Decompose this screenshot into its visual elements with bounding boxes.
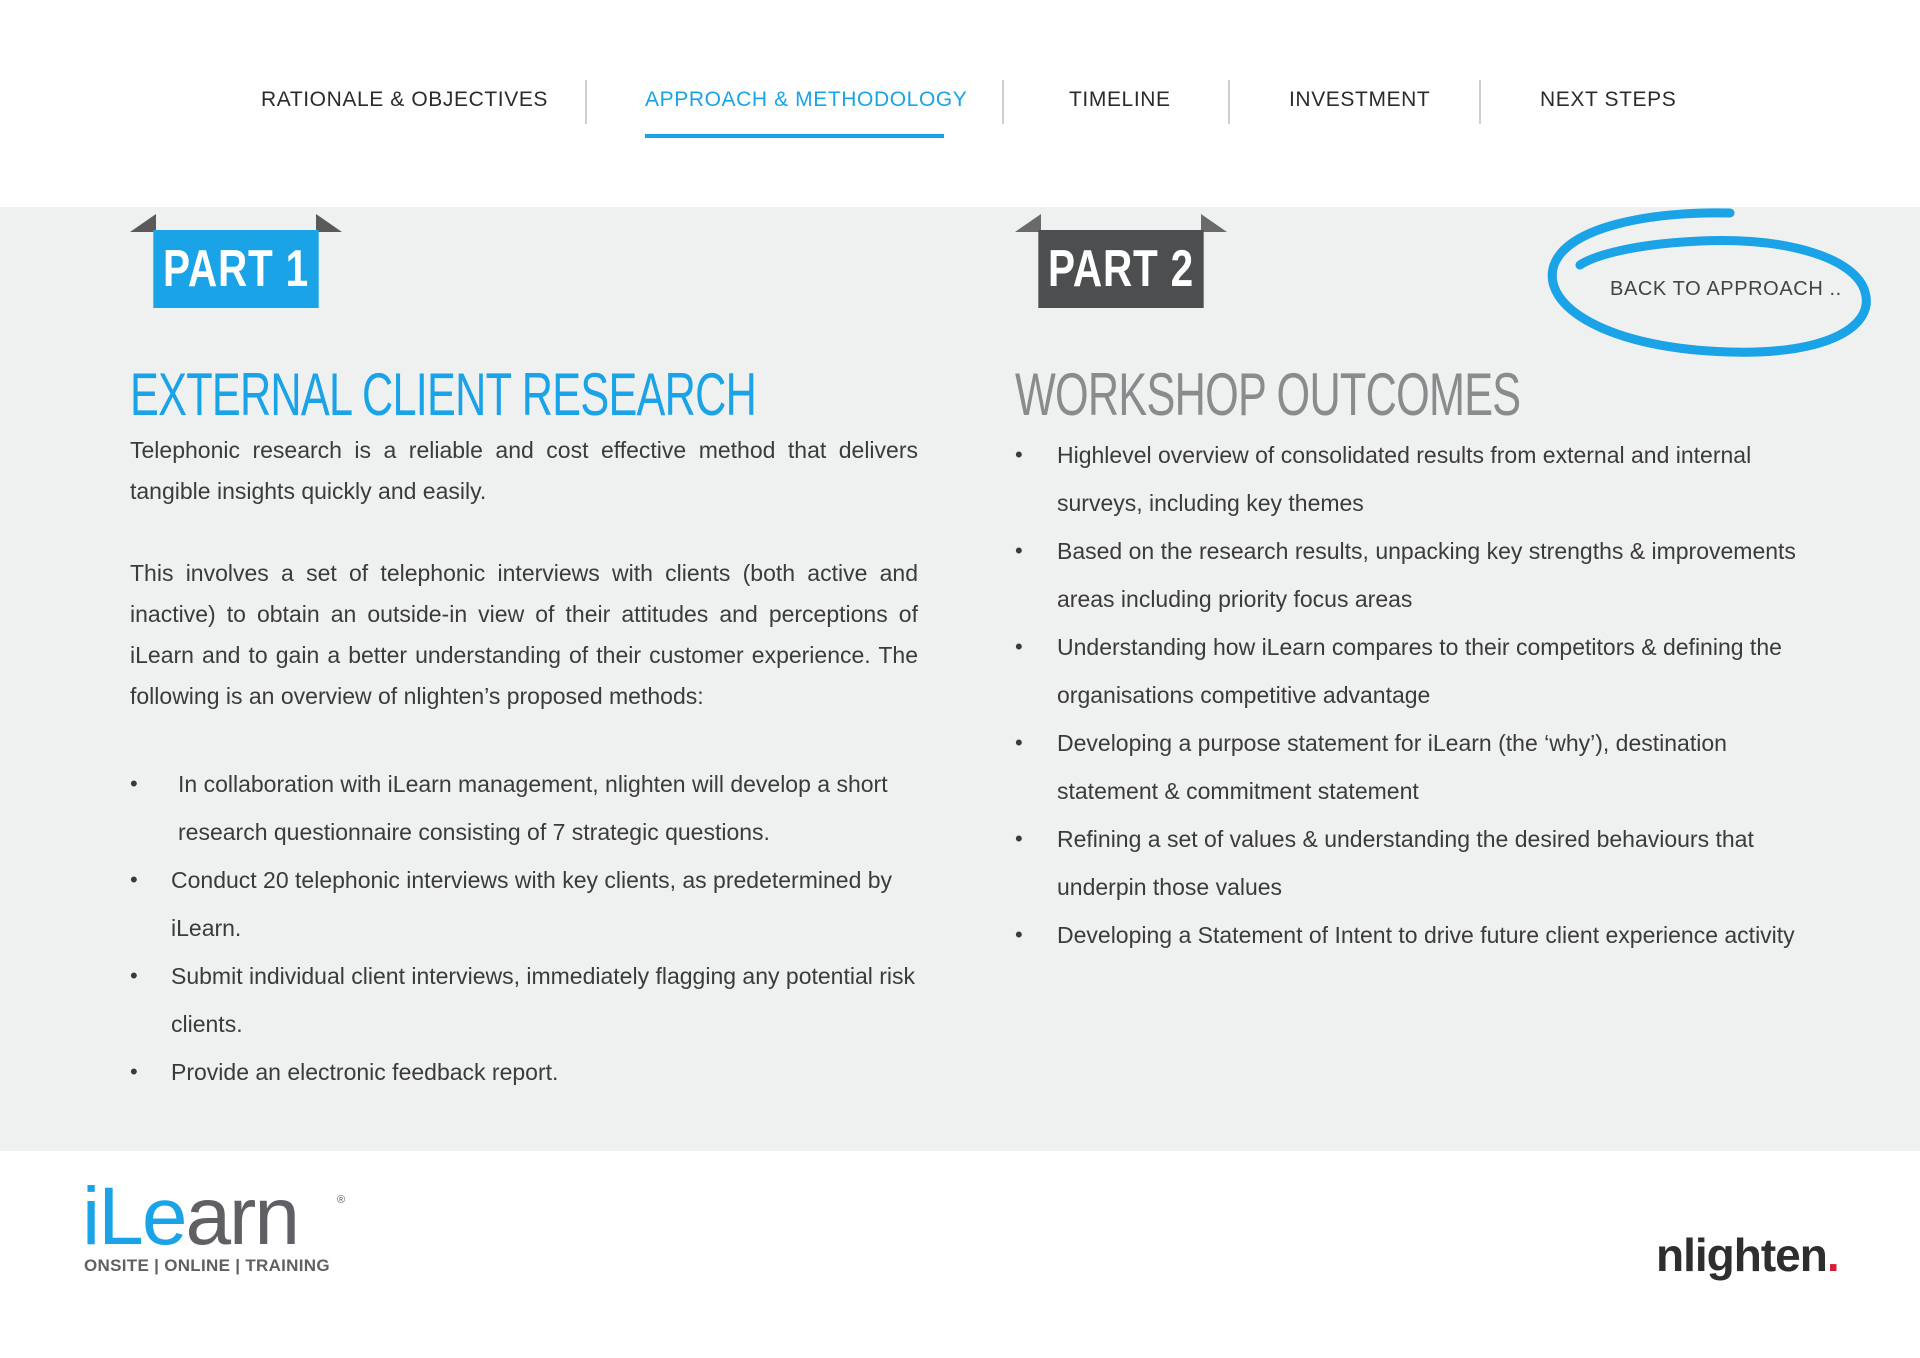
list-item: • Based on the research results, unpacking key strengths & improvements areas including priority focus areas <box>1015 527 1815 623</box>
nav-divider <box>1002 80 1004 124</box>
nav-divider <box>1479 80 1481 124</box>
ilearn-logo: iLearn ® ONSITE | ONLINE | TRAINING <box>82 1171 346 1275</box>
bullet-icon: • <box>1015 442 1023 467</box>
top-navigation <box>0 0 1920 207</box>
list-item: • Provide an electronic feedback report. <box>130 1048 930 1096</box>
part-1-paragraph: Telephonic research is a reliable and cost effective method that delivers tangible insights quickly and easily. <box>130 437 918 504</box>
bullet-icon: • <box>1015 730 1023 755</box>
list-item: • Highlevel overview of consolidated results from external and internal surveys, including key themes <box>1015 431 1815 527</box>
part-2-label: PART 2 <box>1038 230 1203 308</box>
bullet-icon: • <box>130 1059 138 1084</box>
part-1-tag <box>130 230 342 308</box>
part-1-paragraph: This involves a set of telephonic interviews with clients (both active and inactive) to obtain an outside-in view of their attitudes and perceptions of iLearn and to gain a better understanding of their customer experience. The following is an overview of nlighten’s proposed methods: <box>130 560 918 709</box>
nav-approach-methodology[interactable]: APPROACH & METHODOLOGY <box>645 88 968 111</box>
nav-timeline[interactable]: TIMELINE <box>1069 88 1171 111</box>
nav-next-steps[interactable]: NEXT STEPS <box>1540 88 1677 111</box>
list-item: • Refining a set of values & understanding the desired behaviours that underpin those values <box>1015 815 1815 911</box>
active-tab-underline <box>645 134 944 138</box>
bullet-icon: • <box>1015 634 1023 659</box>
ilearn-tagline: ONSITE | ONLINE | TRAINING <box>84 1256 330 1275</box>
list-item: • Developing a purpose statement for iLearn (the ‘why’), destination statement & commitment statement <box>1015 719 1815 815</box>
list-item: • Submit individual client interviews, immediately flagging any potential risk clients. <box>130 952 930 1048</box>
bullet-icon: • <box>1015 922 1023 947</box>
part-1-bullet-list <box>130 760 930 1096</box>
part-2-bullet-list <box>1015 431 1815 959</box>
part-1-label: PART 1 <box>153 230 318 308</box>
bullet-icon: • <box>1015 826 1023 851</box>
list-item: • Developing a Statement of Intent to drive future client experience activity <box>1015 911 1815 959</box>
part-2-tag <box>1015 230 1227 308</box>
back-to-approach-label: BACK TO APPROACH .. <box>1610 278 1842 300</box>
nav-investment[interactable]: INVESTMENT <box>1289 88 1431 111</box>
bullet-icon: • <box>1015 538 1023 563</box>
nlighten-logo: nlighten. <box>1656 1229 1839 1281</box>
bullet-icon: • <box>130 963 138 988</box>
part-2-heading: WORKSHOP OUTCOMES <box>1015 361 1521 428</box>
list-item: • Understanding how iLearn compares to their competitors & defining the organisations competitive advantage <box>1015 623 1815 719</box>
part-1-heading: EXTERNAL CLIENT RESEARCH <box>130 361 757 428</box>
back-to-approach-button[interactable] <box>1540 207 1875 367</box>
bullet-icon: • <box>130 867 138 892</box>
nav-divider <box>1228 80 1230 124</box>
nav-rationale-objectives[interactable]: RATIONALE & OBJECTIVES <box>261 88 549 111</box>
content-panel <box>0 207 1920 1151</box>
list-item: • In collaboration with iLearn management, nlighten will develop a short research questionnaire consisting of 7 strategic questions. <box>130 760 930 856</box>
list-item: • Conduct 20 telephonic interviews with key clients, as predetermined by iLearn. <box>130 856 930 952</box>
nav-divider <box>585 80 587 124</box>
bullet-icon: • <box>130 771 138 796</box>
